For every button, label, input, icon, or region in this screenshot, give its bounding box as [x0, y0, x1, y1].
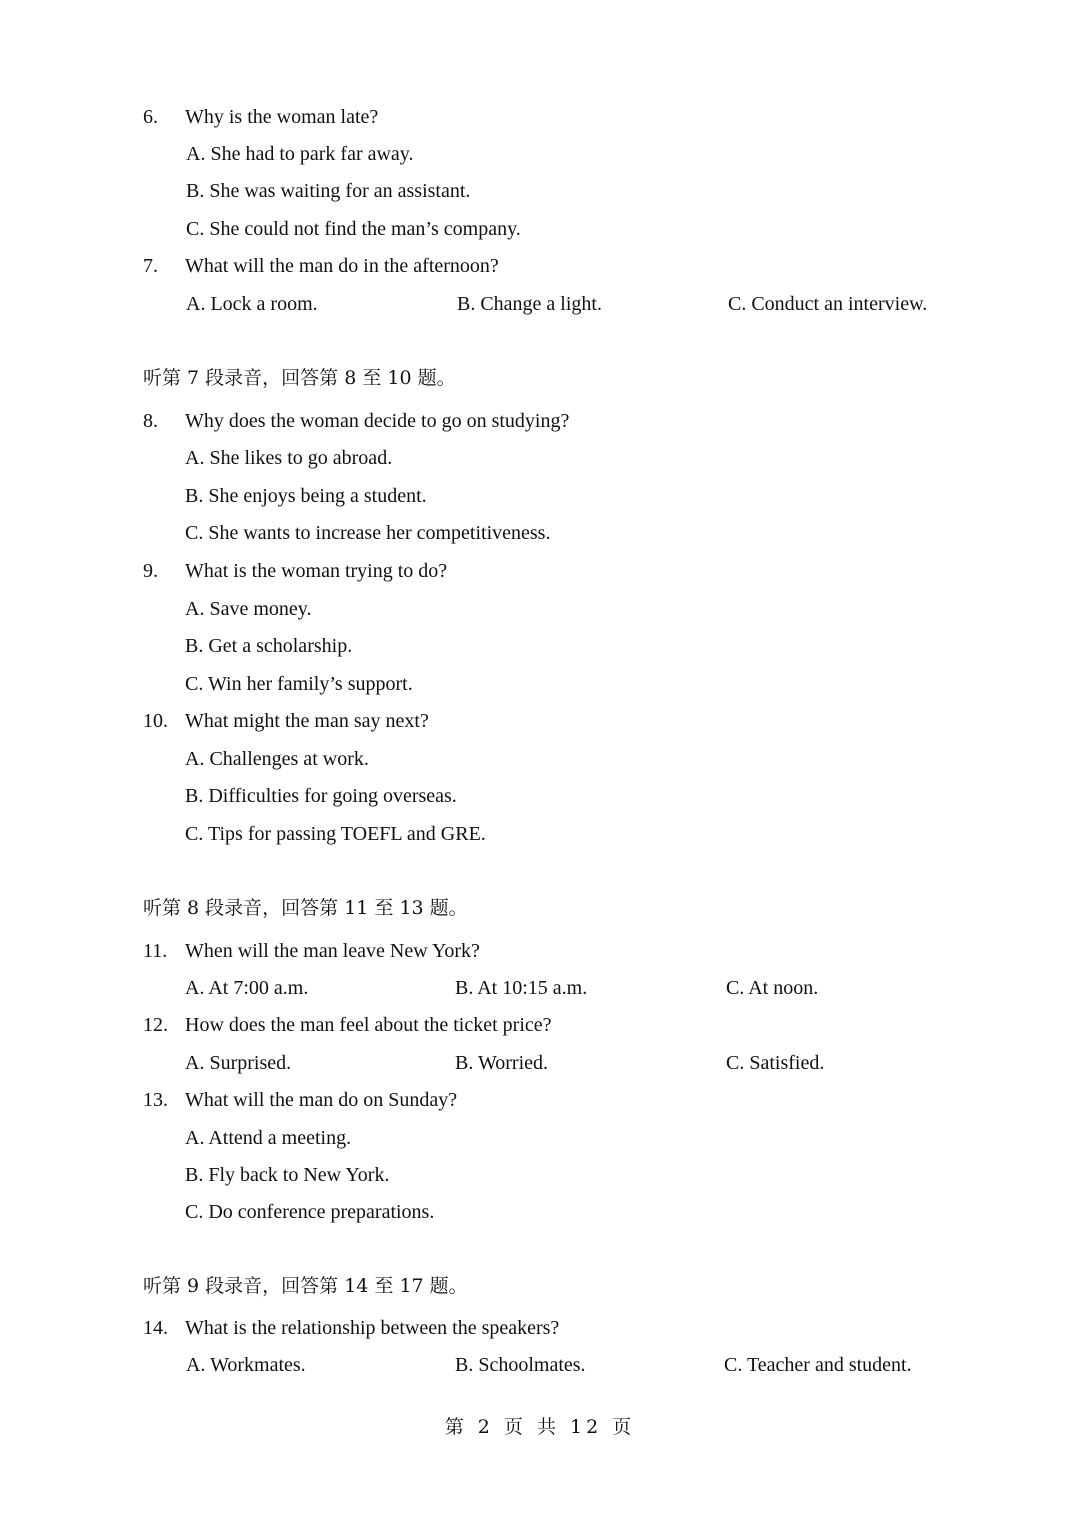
option-a: A. She had to park far away. — [186, 143, 414, 165]
option-b: B. Fly back to New York. — [185, 1164, 390, 1186]
section-heading-9: 听第 9 段录音，回答第 14 至 17 题。 — [143, 1275, 468, 1297]
question-text: What will the man do in the afternoon? — [185, 255, 499, 277]
question-text: Why is the woman late? — [185, 106, 379, 128]
question-number: 6. — [143, 106, 158, 128]
question-text: What is the woman trying to do? — [185, 560, 448, 582]
option-c: C. Do conference preparations. — [185, 1201, 435, 1223]
question-7 — [143, 256, 499, 276]
question-number: 8. — [143, 410, 158, 432]
option-b: B. Schoolmates. — [455, 1354, 586, 1376]
question-11 — [143, 941, 480, 961]
option-c: C. Tips for passing TOEFL and GRE. — [185, 823, 486, 845]
option-b: B. Worried. — [455, 1052, 549, 1074]
option-b: B. She was waiting for an assistant. — [186, 180, 471, 202]
question-text: What is the relationship between the speakers? — [185, 1317, 560, 1339]
question-10 — [143, 711, 429, 731]
option-b: B. At 10:15 a.m. — [455, 977, 588, 999]
option-b: B. Difficulties for going overseas. — [185, 785, 457, 807]
question-14 — [143, 1318, 559, 1338]
option-a: A. Lock a room. — [186, 293, 318, 315]
question-12 — [143, 1015, 552, 1035]
option-a: A. She likes to go abroad. — [185, 447, 393, 469]
option-a: A. At 7:00 a.m. — [185, 977, 309, 999]
question-8 — [143, 411, 569, 431]
option-b: B. She enjoys being a student. — [185, 485, 427, 507]
option-a: A. Workmates. — [186, 1354, 306, 1376]
option-a: A. Challenges at work. — [185, 748, 369, 770]
question-number: 12. — [143, 1014, 168, 1036]
question-number: 13. — [143, 1089, 168, 1111]
option-b: B. Get a scholarship. — [185, 635, 353, 657]
question-text: Why does the woman decide to go on studying? — [185, 410, 570, 432]
option-c: C. Conduct an interview. — [728, 293, 928, 315]
question-13 — [143, 1090, 457, 1110]
question-number: 9. — [143, 560, 158, 582]
question-number: 7. — [143, 255, 158, 277]
question-number: 11. — [143, 940, 168, 962]
question-9 — [143, 561, 447, 581]
question-6 — [143, 107, 378, 127]
question-number: 10. — [143, 710, 168, 732]
question-text: What might the man say next? — [185, 710, 429, 732]
option-c: C. She could not find the man’s company. — [186, 218, 521, 240]
option-c: C. Win her family’s support. — [185, 673, 413, 695]
option-a: A. Attend a meeting. — [185, 1127, 352, 1149]
option-a: A. Save money. — [185, 598, 312, 620]
page-number-footer: 第 2 页 共 12 页 — [444, 1416, 636, 1438]
question-text: How does the man feel about the ticket price? — [185, 1014, 552, 1036]
option-c: C. Teacher and student. — [724, 1354, 912, 1376]
option-a: A. Surprised. — [185, 1052, 292, 1074]
option-c: C. Satisfied. — [726, 1052, 825, 1074]
section-heading-8: 听第 8 段录音，回答第 11 至 13 题。 — [143, 897, 468, 919]
option-c: C. At noon. — [726, 977, 819, 999]
option-b: B. Change a light. — [457, 293, 602, 315]
question-text: When will the man leave New York? — [185, 940, 480, 962]
question-number: 14. — [143, 1317, 168, 1339]
option-c: C. She wants to increase her competitiveness. — [185, 522, 551, 544]
question-text: What will the man do on Sunday? — [185, 1089, 458, 1111]
section-heading-7: 听第 7 段录音，回答第 8 至 10 题。 — [143, 367, 456, 389]
